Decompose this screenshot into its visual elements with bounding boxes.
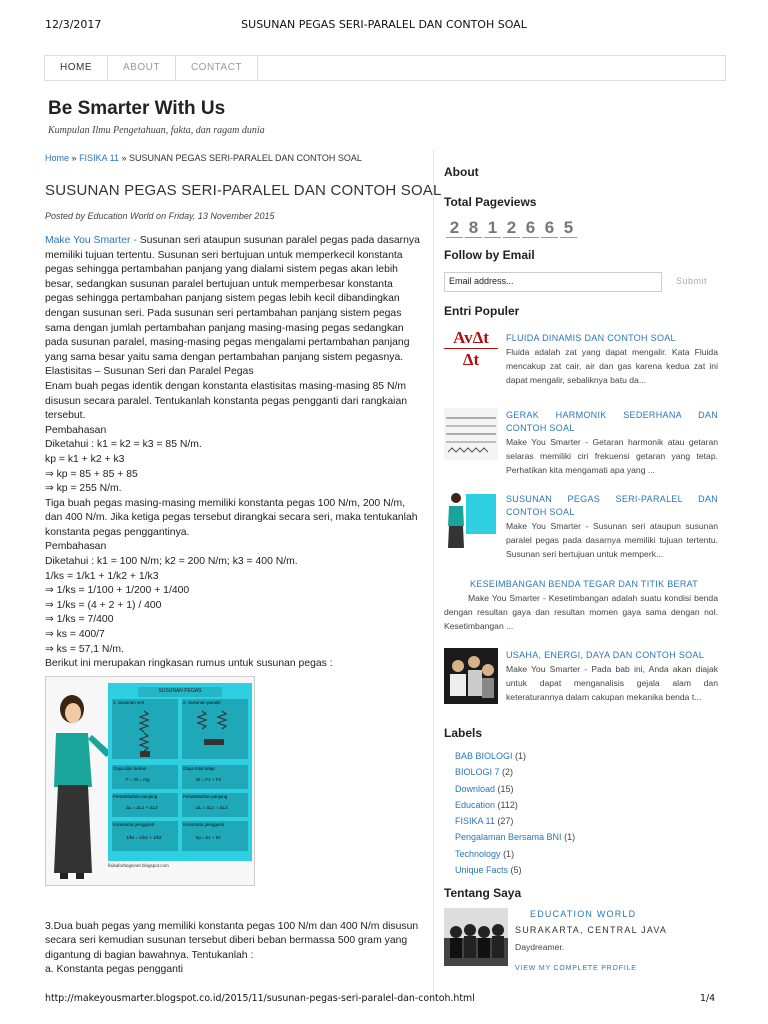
fig-cell-label: Pertambahan panjang <box>183 794 228 799</box>
label-name[interactable]: Pengalaman Bersama BNI <box>455 832 562 843</box>
post-line: 3.Dua buah pegas yang memiliki konstanta pegas 100 N/m dan 400 N/m disusun secara seri kemudian susunan tersebut diberi beban bermassa 500 gram yang digantung di bagian bawahnya. Tentukanlah : <box>45 921 419 961</box>
profile-description: Daydreamer. <box>515 942 565 952</box>
post-line: ⇒ kp = 255 N/m. <box>45 483 122 495</box>
popular-title[interactable]: FLUIDA DINAMIS DAN CONTOH SOAL <box>506 333 676 343</box>
label-item[interactable] <box>455 846 575 862</box>
fig-cell-label: Gaya dari beban <box>113 766 147 771</box>
fig-cell-label: Konstanta pengganti <box>183 822 225 827</box>
intro-text: Susunan seri ataupun susunan paralel pegas pada dasarnya memiliki tujuan tertentu. Susunan seri bertujuan untuk memperkecil konstanta pegas sehingga pertambahan panjang yang dialami sistem pegas akan lebih besar, sedangkan susunan paralel bertujuan untuk memperbesar konstanta pegas sehingga pertambahan panjang sistem pegas lebih kecil dibandingkan dengan susunan seri. Pada susunan seri pertambahan panjang sistem pegas sama dengan jumlah pertambahan panjang masing-masing pegas sedangkan pada susunan paralel, masing-masing pegas mengalami pertambahan panjang yang sama besar yaitu sama dengan pertambahan panjang sistem pegasnya. Elastisitas – Susunan Seri dan Paralel Pegas <box>45 235 420 378</box>
popular-thumb[interactable] <box>444 648 498 704</box>
label-item[interactable] <box>455 764 575 780</box>
post-line: 1/ks = 1/k1 + 1/k2 + 1/k3 <box>45 570 159 582</box>
popular-thumb[interactable] <box>444 408 498 460</box>
figure-title: SUSUNAN PEGAS <box>158 688 202 694</box>
post-title: SUSUNAN PEGAS SERI-PARALEL DAN CONTOH SOAL <box>45 182 442 199</box>
popular-desc: Make You Smarter - Kesetimbangan adalah suatu kondisi benda dengan resultan gaya dan resultan momen gaya sama dengan nol. Kesetimbangan ... <box>444 593 718 631</box>
fig-cell-label: Pertambahan panjang <box>113 794 158 799</box>
print-page-number: 1/4 <box>700 993 716 1004</box>
pageview-digit: 8 <box>465 218 482 238</box>
post-line: Berikut ini merupakan ringkasan rumus untuk susunan pegas : <box>45 658 333 670</box>
popular-title[interactable]: SUSUNAN PEGAS SERI-PARALEL DAN CONTOH SOAL <box>506 494 718 517</box>
column-divider <box>433 150 434 1000</box>
post-line: ⇒ 1/ks = (4 + 2 + 1) / 400 <box>45 599 162 611</box>
popular-desc: Make You Smarter - Susunan seri ataupun susunan paralel pegas pada dasarnya memiliki tujuan tertentu. Susunan seri bertujuan untuk memperk... <box>506 521 718 559</box>
popular-heading: Entri Populer <box>444 304 520 318</box>
view-profile-link[interactable]: VIEW MY COMPLETE PROFILE <box>515 965 637 972</box>
print-title: SUSUNAN PEGAS SERI-PARALEL DAN CONTOH SOAL <box>241 18 527 31</box>
blog-title[interactable]: Be Smarter With Us <box>48 98 226 119</box>
post-line: ⇒ kp = 85 + 85 + 85 <box>45 468 138 480</box>
post-line: a. Konstanta pegas pengganti <box>45 964 184 976</box>
post-line: kp = k1 + k2 + k3 <box>45 453 125 465</box>
blog-description: Kumpulan Ilmu Pengetahuan, fakta, dan ragam dunia <box>48 125 265 136</box>
fig-cell-label: 2. Susunan paralel <box>183 700 221 705</box>
print-url: http://makeyousmarter.blogspot.co.id/2015/11/susunan-pegas-seri-paralel-dan-contoh.html <box>45 993 475 1004</box>
label-name[interactable]: Download <box>455 783 496 794</box>
post-line: Diketahui : k1 = k2 = k3 = 85 N/m. <box>45 439 202 451</box>
label-count: (15) <box>497 783 514 794</box>
label-name[interactable]: BAB BIOLOGI <box>455 751 513 761</box>
post-line: Enam buah pegas identik dengan konstanta elastisitas masing-masing 85 N/m disusun secara paralel. Tentukanlah konstanta pegas pengganti dari rangkaian tersebut. <box>45 380 408 422</box>
fig-cell-formula: 1/ks = 1/k1 + 1/k2 <box>126 835 162 840</box>
label-item[interactable] <box>455 748 575 764</box>
label-count: (5) <box>510 865 522 876</box>
email-field[interactable]: Email address... <box>444 272 662 292</box>
fig-cell-label: Gaya total tetap <box>183 766 215 771</box>
post-line: Pembahasan <box>45 424 107 436</box>
popular-desc: Make You Smarter - Pada bab ini, Anda akan diajak untuk dapat menganalisis gejala alam dan keteraturannya dalam cakupan mekanika benda t... <box>506 664 718 702</box>
breadcrumb-sep: » <box>121 153 127 163</box>
popular-title[interactable]: GERAK HARMONIK SEDERHANA DAN CONTOH SOAL <box>506 410 718 433</box>
popular-title[interactable]: USAHA, ENERGI, DAYA DAN CONTOH SOAL <box>506 650 705 660</box>
breadcrumb-sep: » <box>71 153 77 163</box>
popular-thumb[interactable] <box>444 490 498 550</box>
breadcrumb <box>45 153 362 163</box>
teacher-illustration <box>46 677 254 885</box>
nav-about[interactable]: ABOUT <box>108 56 176 80</box>
about-me-heading: Tentang Saya <box>444 886 522 900</box>
breadcrumb-home[interactable]: Home <box>45 153 70 163</box>
figure-caption: fisikaforbeginner.blogspot.com <box>108 863 169 868</box>
intro-link[interactable]: Make You Smarter - <box>45 235 137 246</box>
pageview-digit: 5 <box>560 218 577 238</box>
label-name[interactable]: BIOLOGI 7 <box>455 767 500 778</box>
label-name[interactable]: Technology <box>455 848 501 859</box>
label-name[interactable]: FISIKA 11 <box>455 816 495 827</box>
labels-list <box>455 748 575 878</box>
fig-cell-formula: kp = k1 + k2 <box>196 835 221 840</box>
post-line: ⇒ 1/ks = 1/100 + 1/200 + 1/400 <box>45 585 190 597</box>
nav-home[interactable]: HOME <box>45 56 108 80</box>
post-line: ⇒ ks = 57,1 N/m. <box>45 643 124 655</box>
fig-cell-formula: ΔL = ΔL1 + ΔL2 <box>126 805 158 810</box>
print-date: 12/3/2017 <box>45 18 102 31</box>
fig-cell-formula: ΔL = ΔL1 = ΔL2 <box>196 805 228 810</box>
post-intro <box>45 234 423 380</box>
label-count: (112) <box>497 799 518 810</box>
breadcrumb-current: SUSUNAN PEGAS SERI-PARALEL DAN CONTOH SOAL <box>128 153 362 163</box>
spring-summary-figure <box>45 676 255 886</box>
profile-name[interactable]: EDUCATION WORLD <box>530 909 637 919</box>
pageview-digit: 1 <box>484 218 501 238</box>
profile-location: SURAKARTA, CENTRAL JAVA <box>515 925 668 935</box>
post-line: Pembahasan <box>45 541 107 553</box>
fig-cell-formula: W = F1 + F2 <box>196 777 222 782</box>
follow-heading: Follow by Email <box>444 248 535 262</box>
pageviews-heading: Total Pageviews <box>444 195 537 209</box>
label-count: (1) <box>564 832 576 843</box>
label-item[interactable] <box>455 781 575 797</box>
fig-cell-label: Konstanta pengganti <box>113 822 155 827</box>
label-count: (1) <box>503 848 515 859</box>
post-line: Tiga buah pegas masing-masing memiliki konstanta pegas 100 N/m, 200 N/m, dan 400 N/m. Jika ketiga pegas tersebut dirangkai secara seri, maka tentukanlah konstanta pegas penggantinya. <box>45 497 418 538</box>
post-body <box>45 234 423 672</box>
label-item[interactable] <box>455 813 575 829</box>
label-item[interactable] <box>455 829 575 845</box>
post-line: Diketahui : k1 = 100 N/m; k2 = 200 N/m; k3 = 400 N/m. <box>45 556 298 568</box>
fig-cell-formula: F = W = mg <box>126 777 150 782</box>
popular-title[interactable]: KESEIMBANGAN BENDA TEGAR DAN TITIK BERAT <box>470 579 699 589</box>
about-heading: About <box>444 165 479 179</box>
pageview-digit: 2 <box>446 218 463 238</box>
breadcrumb-category[interactable]: FISIKA 11 <box>79 153 119 163</box>
profile-photo[interactable] <box>444 908 508 966</box>
pageviews-counter <box>446 218 579 238</box>
fig-cell-label: 1. Susunan seri <box>113 700 145 705</box>
popular-desc: Fluida adalah zat yang dapat mengalir. Kata Fluida mencakup zat cair, air dan gas karena kedua zat ini dapat mengalir, sebaliknya batu da... <box>506 347 718 385</box>
pageview-digit: 6 <box>522 218 539 238</box>
label-item[interactable] <box>455 797 575 813</box>
label-name[interactable]: Education <box>455 799 496 810</box>
post-line: ⇒ 1/ks = 7/400 <box>45 614 114 626</box>
label-count: (1) <box>515 751 527 761</box>
label-count: (2) <box>502 767 514 778</box>
label-item[interactable] <box>455 862 575 878</box>
top-nav <box>44 55 726 81</box>
pageview-digit: 6 <box>541 218 558 238</box>
post-line: ⇒ ks = 400/7 <box>45 629 105 641</box>
post-meta: Posted by Education World on Friday, 13 November 2015 <box>45 211 275 221</box>
post-body-continued <box>45 920 423 978</box>
thumb-formula-bottom: Δt <box>462 350 480 369</box>
thumb-formula-top: AvΔt <box>444 328 498 349</box>
popular-desc: Make You Smarter - Getaran harmonik atau getaran selaras memiliki ciri frekuensi getaran yang tetap. Perhatikan kita mengamati apa yang ... <box>506 437 718 475</box>
nav-contact[interactable]: CONTACT <box>176 56 258 80</box>
popular-thumb[interactable] <box>444 328 498 382</box>
label-name[interactable]: Unique Facts <box>455 865 509 876</box>
labels-heading: Labels <box>444 726 483 740</box>
label-count: (27) <box>497 816 514 827</box>
pageview-digit: 2 <box>503 218 520 238</box>
submit-button[interactable]: Submit <box>676 276 708 286</box>
